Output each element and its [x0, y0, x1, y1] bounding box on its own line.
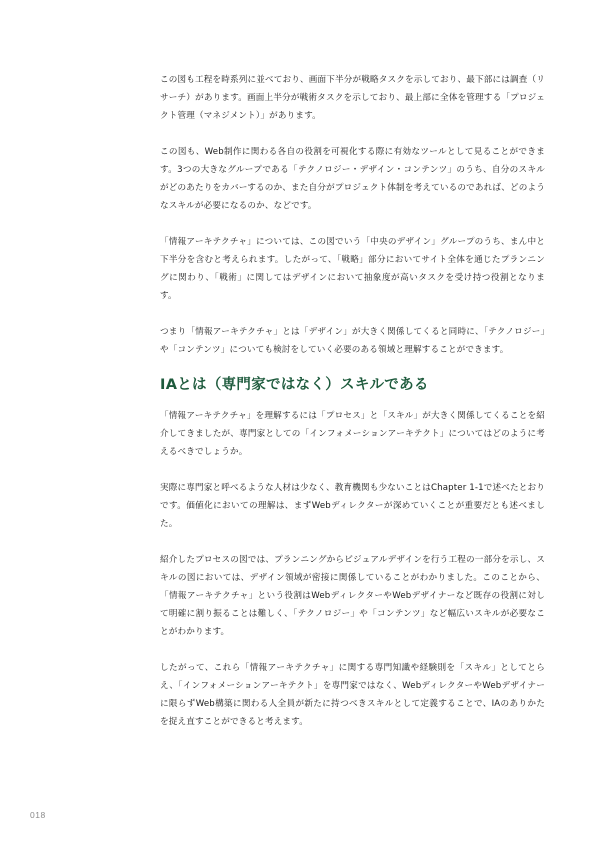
section-heading: IAとは（専門家ではなく）スキルである: [160, 377, 429, 393]
paragraph: この図も工程を時系列に並べており、画面下半分が戦略タスクを示しており、最下部には調査（リサーチ）があります。画面上半分が戦術タスクを示しており、最上部に全体を管理する「プロジェクト管理（マネジメント）」があります。: [160, 75, 545, 121]
page-content: [160, 71, 545, 731]
paragraph: 紹介したプロセスの図では、プランニングからビジュアルデザインを行う工程の一部分を示し、スキルの図においては、デザイン領域が密接に関係していることがわかりました。このことから、「情報アーキテクチャ」という役割はWebディレクターやWebデザイナーなど既存の役割に対して明確に割り振ることは難しく、「テクノロジー」や「コンテンツ」など幅広いスキルが必要なことがわかります。: [160, 555, 545, 637]
paragraph: この図も、Web制作に関わる各自の役割を可視化する際に有効なツールとして見ることができます。3つの大きなグループである「テクノロジー・デザイン・コンテンツ」のうち、自分のスキルがどのあたりをカバーするのか、また自分がプロジェクト体制を考えているのであれば、どのようなスキルが必要になるのか、などです。: [160, 147, 545, 211]
paragraph: 実際に専門家と呼べるような人材は少なく、教育機関も少ないことはChapter 1-1で述べたとおりです。価値化においての理解は、まずWebディレクターが深めていくことが重要だとも述べました。: [160, 483, 545, 529]
page-number: 018: [30, 810, 46, 820]
paragraph: 「情報アーキテクチャ」については、この図でいう「中央のデザイン」グループのうち、まん中と下半分を含むと考えられます。したがって、「戦略」部分においてサイト全体を通じたプランニングに関わり、「戦術」に関してはデザインにおいて抽象度が高いタスクを受け持つ役割となります。: [160, 237, 545, 301]
paragraph: 「情報アーキテクチャ」を理解するには「プロセス」と「スキル」が大きく関係してくることを紹介してきましたが、専門家としての「インフォメーションアーキテクト」についてはどのように考えるべきでしょうか。: [160, 411, 545, 457]
paragraph: つまり「情報アーキテクチャ」とは「デザイン」が大きく関係してくると同時に、「テクノロジー」や「コンテンツ」についても検討をしていく必要のある領域と理解することができます。: [160, 327, 545, 355]
paragraph: したがって、これら「情報アーキテクチャ」に関する専門知識や経験則を「スキル」としてとらえ、「インフォメーションアーキテクト」を専門家ではなく、WebディレクターやWebデザイナーに限らずWeb構築に関わる人全員が新たに持つべきスキルとして定義することで、IAのありかたを捉え直すことができると考えます。: [160, 663, 545, 727]
